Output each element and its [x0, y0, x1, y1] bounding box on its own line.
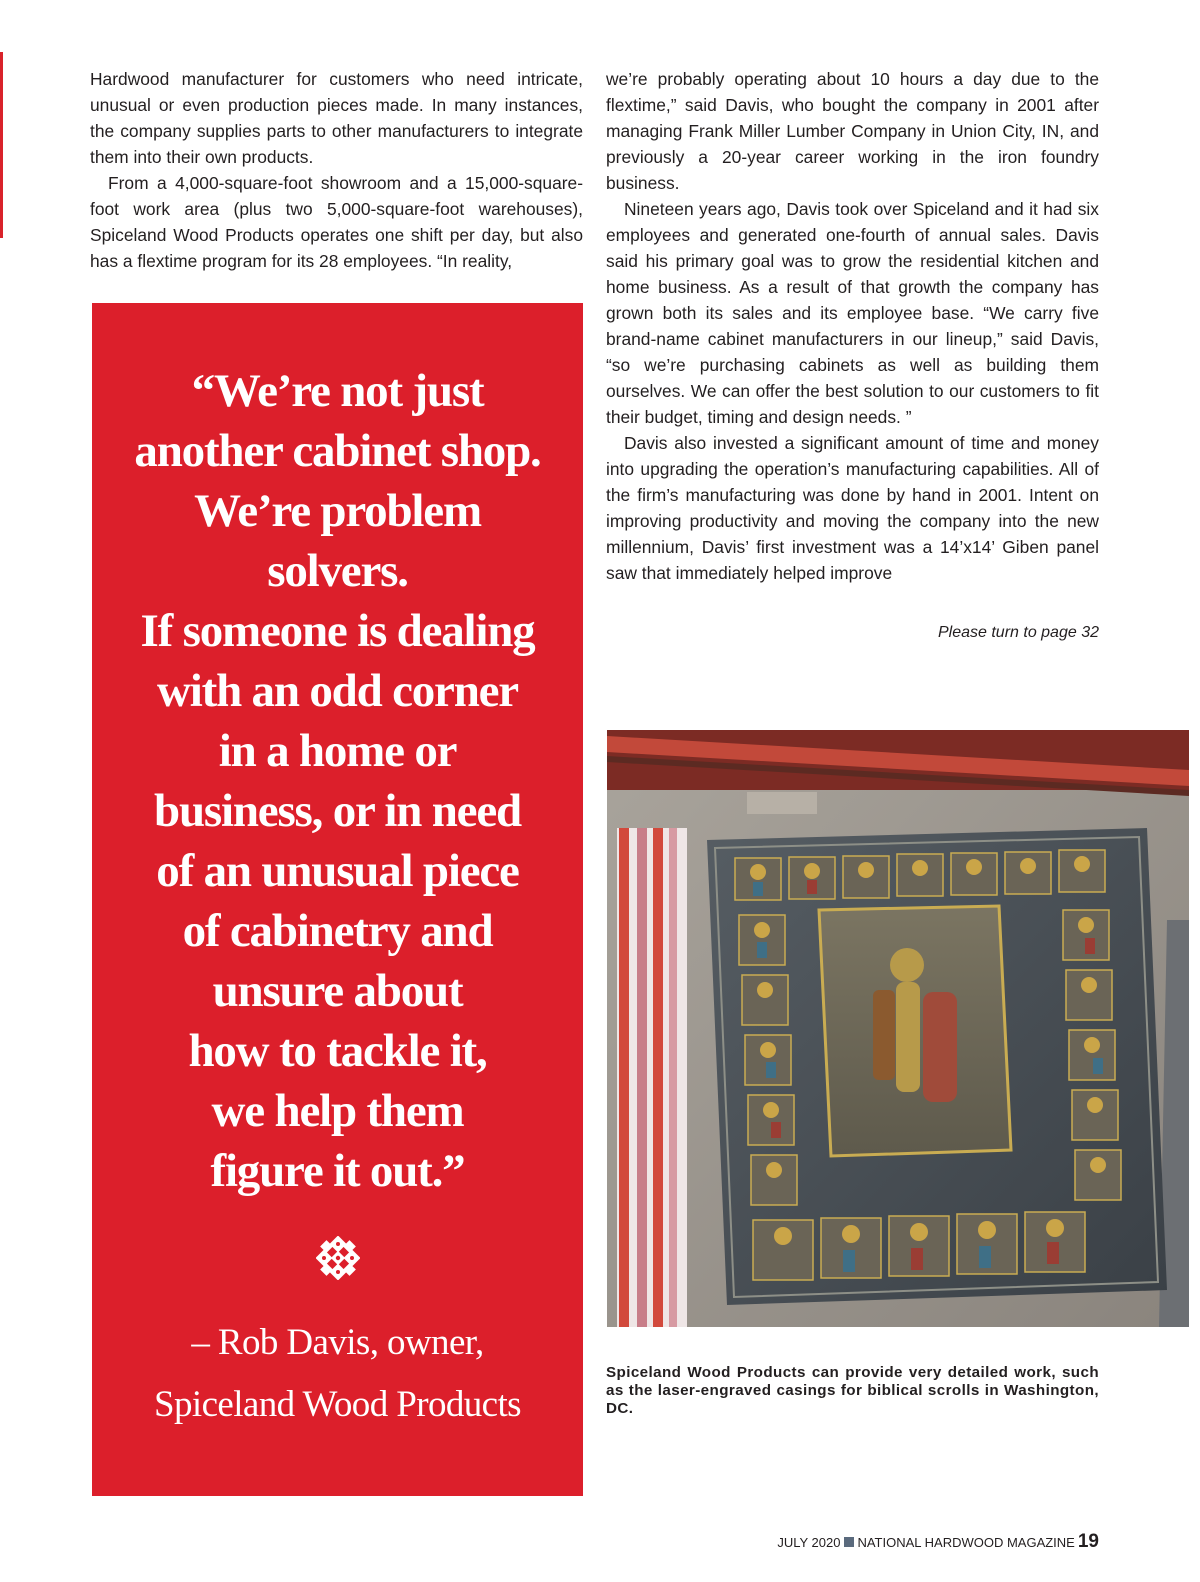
- engraved-casing-illustration: [607, 730, 1189, 1327]
- pull-quote-line: of an unusual piece: [156, 845, 519, 897]
- footer-publication: NATIONAL HARDWOOD MAGAZINE: [857, 1535, 1075, 1550]
- quote-attribution-name: – Rob Davis, owner,: [191, 1322, 484, 1363]
- pull-quote-line: “We’re not just: [191, 365, 484, 417]
- paragraph: Hardwood manufacturer for customers who need intricate, unusual or even production pieces made. In many instances, the company supplies parts to other manufacturers to integrate them into their own products.: [90, 69, 583, 167]
- pull-quote-box: [92, 303, 583, 1496]
- paragraph: Nineteen years ago, Davis took over Spiceland and it had six employees and generated one-fourth of annual sales. Davis said his primary goal was to grow the residential kitchen and home business. As a result of that growth the company has grown both its sales and its employee base. “We carry five brand-name cabinet manufacturers in our lineup,” said Davis, “so we’re purchasing cabinets as well as building them ourselves. We can offer the best solution to our customers to fit their budget, timing and design needs. ”: [606, 199, 1099, 427]
- page-edge-accent-bar: [0, 52, 3, 238]
- pull-quote-line: in a home or: [218, 725, 457, 777]
- pull-quote-line: solvers.: [267, 545, 408, 597]
- footer-square-icon: [844, 1537, 854, 1547]
- pull-quote-line: figure it out.”: [210, 1145, 465, 1197]
- engraved-casing-photo: [607, 730, 1189, 1327]
- paragraph: Davis also invested a significant amount of time and money into upgrading the operation’s manufacturing capabilities. All of the firm’s manufacturing was done by hand in 2001. Intent on improving productivity and moving the company into the new millennium, Davis’ first investment was a 14’x14’ Giben panel saw that immediately helped improve: [606, 433, 1099, 583]
- pull-quote-line: another cabinet shop.: [134, 425, 541, 477]
- pull-quote-line: with an odd corner: [157, 665, 518, 717]
- quote-attribution-company: Spiceland Wood Products: [154, 1384, 521, 1425]
- pull-quote-line: If someone is dealing: [140, 605, 535, 657]
- footer-date: JULY 2020: [777, 1535, 841, 1550]
- continued-note: Please turn to page 32: [937, 624, 1099, 641]
- pull-quote-line: unsure about: [212, 965, 463, 1017]
- pull-quote-line: how to tackle it,: [188, 1025, 487, 1077]
- pull-quote-line: of cabinetry and: [182, 905, 493, 957]
- floral-ornament-icon: [316, 1236, 360, 1280]
- article-column-right: [606, 66, 1099, 586]
- pull-quote-text: [92, 361, 583, 1201]
- photo-caption: Spiceland Wood Products can provide very detailed work, such as the laser-engraved casings for biblical scrolls in Washington, DC.: [606, 1364, 1099, 1417]
- paragraph: From a 4,000-square-foot showroom and a 15,000-square-foot work area (plus two 5,000-square-foot warehouses), Spiceland Wood Products operates one shift per day, but also has a flextime program for its 28 employees. “In reality,: [90, 173, 583, 271]
- paragraph: we’re probably operating about 10 hours a day due to the flextime,” said Davis, who bought the company in 2001 after managing Frank Miller Lumber Company in Union City, IN, and previously a 20-year career working in the iron foundry business.: [606, 69, 1099, 193]
- page-footer: [777, 1532, 1099, 1553]
- pull-quote-line: we help them: [211, 1085, 464, 1137]
- article-column-left: [90, 66, 583, 274]
- page-number: 19: [1077, 1531, 1099, 1552]
- pull-quote-line: We’re problem: [194, 485, 481, 537]
- pull-quote-line: business, or in need: [154, 785, 521, 837]
